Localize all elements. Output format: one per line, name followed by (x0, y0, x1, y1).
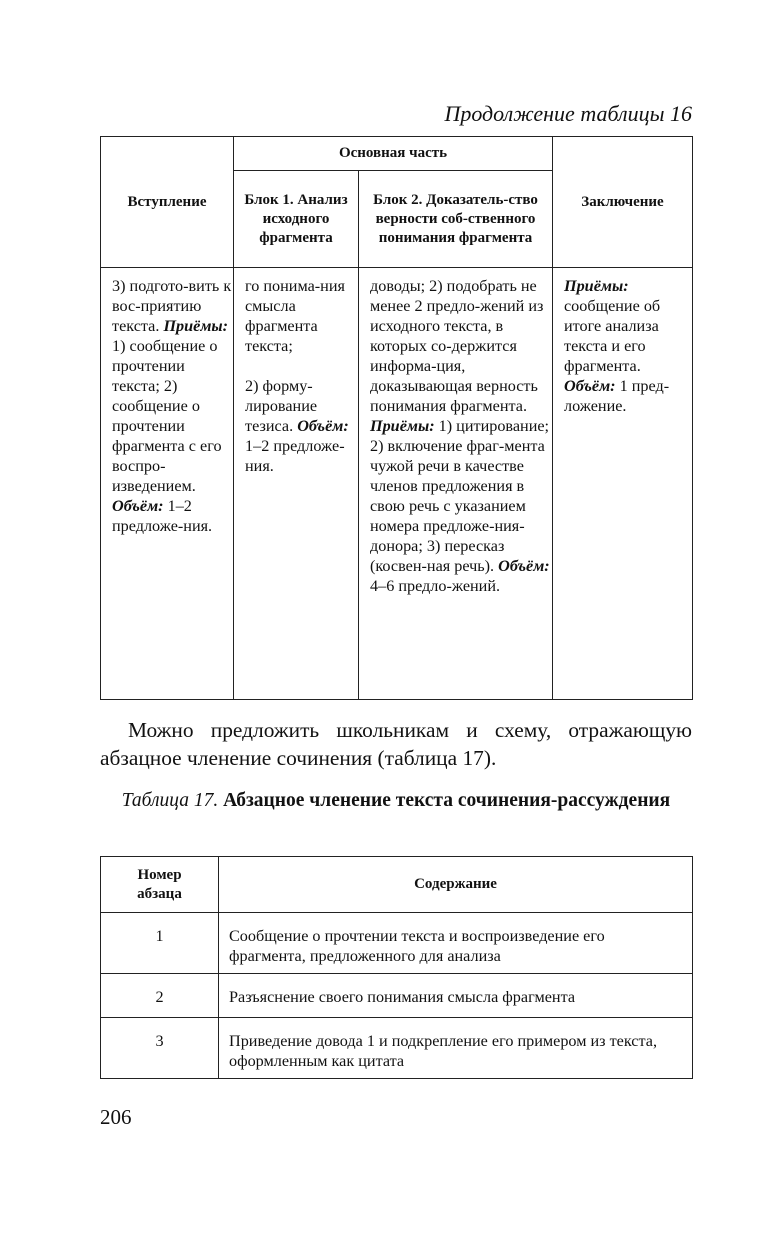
table-16 (100, 136, 693, 700)
cell-intro (101, 268, 234, 700)
conclusion-methods-label: Приёмы: (564, 277, 629, 295)
body-paragraph: Можно предложить школьникам и схему, отражающую абзацное членение сочинения (таблица 17). (100, 718, 692, 770)
block2-methods-label: Приёмы: (370, 417, 435, 435)
block2-text-1: доводы; 2) подобрать не менее 2 предло-жений из исходного текста, в которых со-держится информа-ция, доказывающая верность понимания фрагмента. (370, 277, 544, 415)
block1-text-3: 1–2 предложе-ния. (245, 437, 345, 475)
header-block-1: Блок 1. Анализ исходного фрагмента (234, 171, 359, 268)
intro-volume-label: Объём: (112, 497, 164, 515)
page-number: 206 (100, 1105, 132, 1129)
row-number: 1 (101, 913, 219, 974)
cell-block-1 (234, 268, 359, 700)
row-content: Сообщение о прочтении текста и воспроизведение его фрагмента, предложенного для анализа (219, 913, 693, 974)
block1-text-1: го понима-ния смысла фрагмента текста; (245, 277, 345, 355)
intro-text-1: 3) подгото-вить к вос-приятию текста. (112, 277, 232, 335)
block2-volume-label: Объём: (498, 557, 550, 575)
block2-text-2: 1) цитирование; 2) включение фраг-мента чужой речи в качестве членов предложения в свою речь с указанием номера предложе-ния-донора; 3) пересказ (косвен-ная речь). (370, 417, 550, 575)
table-row (101, 974, 693, 1018)
table-17-caption (100, 787, 692, 815)
conclusion-text-2: 1 пред-ложение. (564, 377, 670, 415)
conclusion-volume-label: Объём: (564, 377, 616, 395)
intro-methods-label: Приёмы: (163, 317, 229, 335)
header-conclusion: Заключение (553, 137, 693, 268)
conclusion-text-1: сообщение об итоге анализа текста и его фрагмента. (564, 297, 661, 375)
cell-block-2 (359, 268, 553, 700)
cell-conclusion (553, 268, 693, 700)
row-content: Разъяснение своего понимания смысла фрагмента (219, 974, 693, 1018)
intro-text-3: 1–2 предложе-ния. (112, 497, 213, 535)
row-content: Приведение довода 1 и подкрепление его примером из текста, оформленным как цитата (219, 1018, 693, 1079)
table-row (101, 1018, 693, 1079)
table-row (101, 913, 693, 974)
block1-text-2: 2) форму-лирование тезиса. (245, 377, 318, 435)
header-paragraph-number: Номер абзаца (101, 857, 219, 913)
table-17 (100, 856, 693, 1079)
header-main-part: Основная часть (234, 137, 553, 171)
block1-volume-label: Объём: (297, 417, 349, 435)
table-17-number: Таблица 17. (121, 790, 219, 811)
intro-text-2: 1) сообщение о прочтении текста; 2) сообщение о прочтении фрагмента с его воспро-изведением. (112, 337, 222, 495)
header-block-2: Блок 2. Доказатель-ство верности соб-ственного понимания фрагмента (359, 171, 553, 268)
block2-text-3: 4–6 предло-жений. (370, 577, 501, 595)
table-continuation-caption: Продолжение таблицы 16 (444, 101, 692, 126)
table-row (101, 268, 693, 700)
header-intro: Вступление (101, 137, 234, 268)
table-17-title: Абзацное членение текста сочинения-рассуждения (223, 790, 671, 811)
row-number: 3 (101, 1018, 219, 1079)
header-content: Содержание (219, 857, 693, 913)
row-number: 2 (101, 974, 219, 1018)
